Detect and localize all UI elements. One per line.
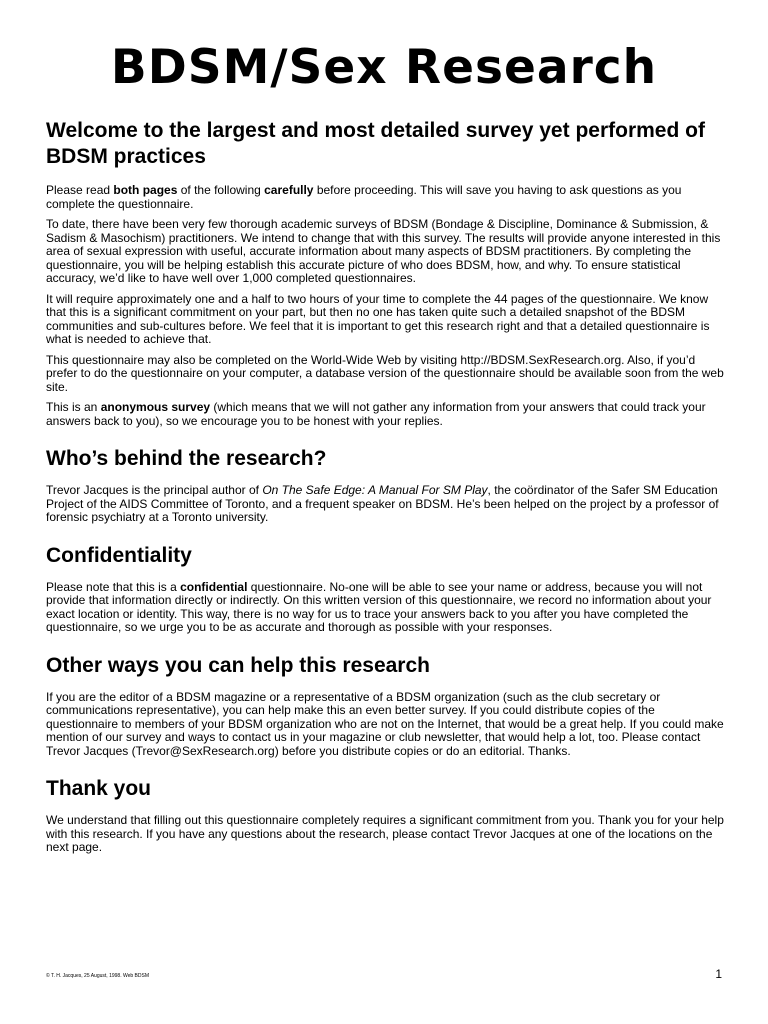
text-run: of the following (177, 183, 265, 197)
section-heading-who: Who’s behind the research? (46, 447, 327, 470)
thanks-paragraph: We understand that filling out this questionnaire completely requires a significant commitment from you. Thank you for your help with this research. If you have any questions about the research, please contact Trevor Jacques at one of the locations on the next page. (46, 813, 724, 854)
footer-copyright: © T. H. Jacques, 25 August, 1998. Web BDSM (46, 973, 149, 979)
text-run: before proceeding. This will save you having to ask questions as you complete the questionnaire. (46, 183, 682, 211)
confidentiality-paragraph (46, 581, 724, 635)
text-run: , the coördinator of the Safer SM Education Project of the AIDS Committee of Toronto, and a frequent speaker on BDSM. He’s been helped on the project by a professor of forensic psychiatry at a Toronto university. (46, 483, 719, 524)
text-run: Trevor Jacques is the principal author of (46, 483, 263, 497)
text-run: This is an (46, 400, 101, 414)
book-title: On The Safe Edge: A Manual For SM Play (262, 483, 488, 497)
section-heading-thanks: Thank you (46, 777, 152, 800)
page-number: 1 (715, 967, 722, 981)
text-run: questionnaire. No-one will be able to see your name or address, because you will not provide that information directly or indirectly. On this written version of this questionnaire, we record no information about your exact location or identity. This way, there is no way for us to trace your answers back to you after you have completed the questionnaire, so we urge you to be as accurate and thorough as possible with your responses. (46, 579, 712, 634)
lead-heading: Welcome to the largest and most detailed survey yet performed of BDSM practices (46, 119, 705, 168)
bold-text: anonymous survey (100, 400, 211, 414)
section-heading-help: Other ways you can help this research (46, 653, 430, 677)
intro-paragraph-1 (46, 184, 724, 211)
intro-paragraph-4: This questionnaire may also be completed on the World-Wide Web by visiting http://BDSM.SexResearch.org. Also, if you’d prefer to do the questionnaire on your computer, a database version of the questionnaire should be available soon from the web site. (46, 352, 724, 394)
document-body (46, 118, 724, 862)
text-run: (which means that we will not gather any information from your answers that could track your answers back to you), so we encourage you to be honest with your replies. (46, 400, 706, 428)
intro-paragraph-3: It will require approximately one and a half to two hours of your time to complete the 44 pages of the questionnaire. We know that this is a significant commitment on your part, but then no one has taken quite such a detailed snapshot of the BDSM communities and sub-cultures before. We feel that it is important to get this research right and that a detailed questionnaire is what is needed to achieve that. (46, 291, 710, 346)
who-paragraph (46, 484, 724, 525)
intro-paragraph-2: To date, there have been very few thorough academic surveys of BDSM (Bondage & Discipline, Dominance & Submission, & Sadism & Masochism) practitioners. We intend to change that with this survey. The results will provide anyone interested in this area of sexual expression with useful, accurate information about many aspects of BDSM practitioners. By completing the questionnaire, you will be helping establish this accurate picture of who does BDSM, how, and why. To ensure statistical accuracy, we’d like to have well over 1,000 completed questionnaires. (46, 217, 721, 285)
help-paragraph: If you are the editor of a BDSM magazine or a representative of a BDSM organization (such as the club secretary or communications representative), you can help make this an even better survey. If you could distribute copies of the questionnaire to members of your BDSM organization who are not on the Internet, that would be a great help. If you could make mention of our survey and ways to contact us in your magazine or club newsletter, that would help a lot, too. Please contact Trevor Jacques (Trevor@SexResearch.org) before you distribute copies or do an editorial. Thanks. (46, 689, 724, 758)
section-heading-confidentiality: Confidentiality (46, 543, 192, 567)
text-run: Please read (46, 183, 114, 197)
intro-paragraph-5 (46, 401, 724, 428)
bold-text: carefully (264, 183, 314, 197)
text-run: Please note that this is a (46, 579, 181, 594)
bold-text: both pages (113, 183, 178, 197)
page-title: BDSM/Sex Research (110, 40, 658, 95)
bold-text: confidential (180, 579, 248, 594)
